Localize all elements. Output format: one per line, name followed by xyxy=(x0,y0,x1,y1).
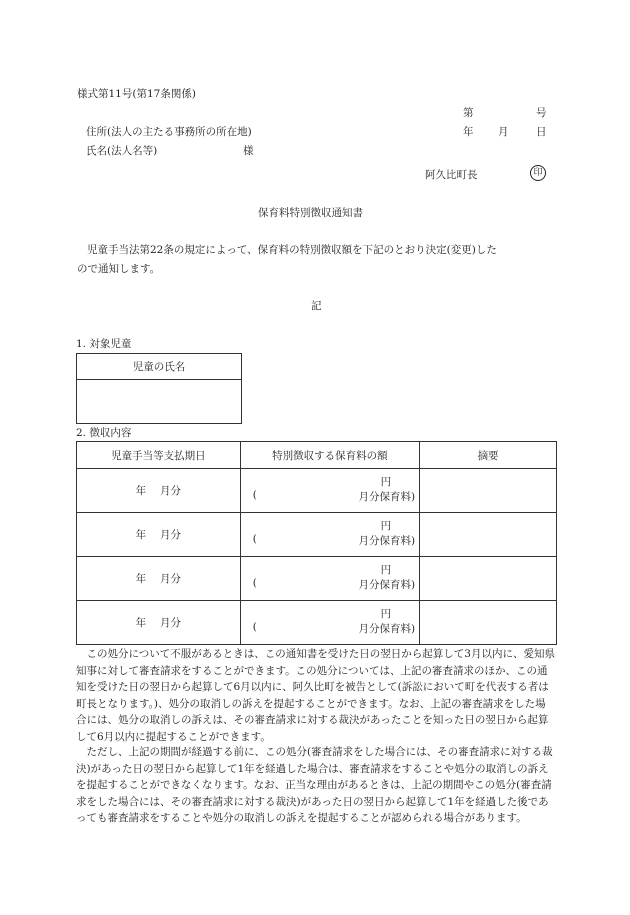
fee-amount-header: 特別徴収する保育料の額 xyxy=(240,442,419,469)
amount-cell xyxy=(240,513,419,557)
period-cell: 年 月分 xyxy=(77,557,241,601)
period-cell: 年 月分 xyxy=(77,469,241,513)
remarks-cell xyxy=(420,469,557,513)
period-cell: 年 月分 xyxy=(77,601,241,645)
remarks-cell xyxy=(420,557,557,601)
child-name-cell xyxy=(77,380,242,424)
target-child-table xyxy=(76,353,242,424)
open-paren: ( xyxy=(252,489,257,501)
month-fee-label: 月分保育料) xyxy=(358,579,416,591)
date-year: 年 xyxy=(463,126,474,138)
amount-cell xyxy=(240,469,419,513)
form-number: 様式第11号(第17条関係) xyxy=(77,88,196,100)
open-paren: ( xyxy=(252,577,257,589)
ki-heading: 記 xyxy=(311,300,322,312)
child-name-header: 児童の氏名 xyxy=(77,354,242,380)
doc-number-suffix: 号 xyxy=(536,107,547,119)
remarks-header: 摘要 xyxy=(420,442,557,469)
payment-date-header: 児童手当等支払期日 xyxy=(77,442,241,469)
table-row xyxy=(77,469,557,513)
doc-number-prefix: 第 xyxy=(463,107,474,119)
month-fee-label: 月分保育料) xyxy=(358,491,416,503)
amount-cell xyxy=(240,601,419,645)
yen-unit: 円 xyxy=(380,476,392,488)
section1-heading: 1. 対象児童 xyxy=(76,338,132,350)
issuer: 阿久比町長 xyxy=(425,169,478,181)
open-paren: ( xyxy=(252,533,257,545)
table-row xyxy=(77,601,557,645)
open-paren: ( xyxy=(252,621,257,633)
month-fee-label: 月分保育料) xyxy=(358,535,416,547)
collection-table xyxy=(76,441,557,645)
appeal-notice-paragraph-1: この処分について不服があるときは、この通知書を受けた日の翌日から起算して3月以内に、愛知県知事に対して審査請求をすることができます。この処分については、上記の審査請求のほか、この通知を受けた日の翌日から起算して6月以内に、阿久比町を被告として(訴訟において町を代表する者は町長となります。)、処分の取消しの訴えを提起することができます。なお、上記の審査請求をした場合には、処分の取消しの訴えは、その審査請求に対する裁決があったことを知った日の翌日から起算して6月以内に提起することができます。 xyxy=(76,648,555,743)
name-label: 氏名(法人名等) xyxy=(86,145,158,157)
intro-line-2: ので通知します。 xyxy=(77,263,161,275)
yen-unit: 円 xyxy=(380,608,392,620)
date-day: 日 xyxy=(536,126,547,138)
amount-cell xyxy=(240,557,419,601)
address-label: 住所(法人の主たる事務所の所在地) xyxy=(86,126,252,138)
honorific: 様 xyxy=(243,145,254,157)
appeal-notice-paragraph-2: ただし、上記の期間が経過する前に、この処分(審査請求をした場合には、その審査請求に対する裁決)があった日の翌日から起算して1年を経過した場合は、審査請求をすることや処分の取消しの訴えを提起することができなくなります。なお、正当な理由があるときは、上記の期間やこの処分(審査請求をした場合には、その審査請求に対する裁決)があった日の翌日から起算して1年を経過した後であっても審査請求をすることや処分の取消しの訴えを提起することが認められる場合があります。 xyxy=(76,746,553,824)
table-row xyxy=(77,557,557,601)
date-month: 月 xyxy=(498,126,509,138)
month-fee-label: 月分保育料) xyxy=(358,623,416,635)
table-row xyxy=(77,513,557,557)
yen-unit: 円 xyxy=(380,520,392,532)
document-title: 保育料特別徴収通知書 xyxy=(258,207,363,219)
period-cell: 年 月分 xyxy=(77,513,241,557)
remarks-cell xyxy=(420,601,557,645)
seal-mark: 印 xyxy=(530,165,546,181)
remarks-cell xyxy=(420,513,557,557)
section2-heading: 2. 徴収内容 xyxy=(76,427,132,439)
yen-unit: 円 xyxy=(380,564,392,576)
intro-line-1: 児童手当法第22条の規定によって、保育料の特別徴収額を下記のとおり決定(変更)した xyxy=(87,244,497,256)
